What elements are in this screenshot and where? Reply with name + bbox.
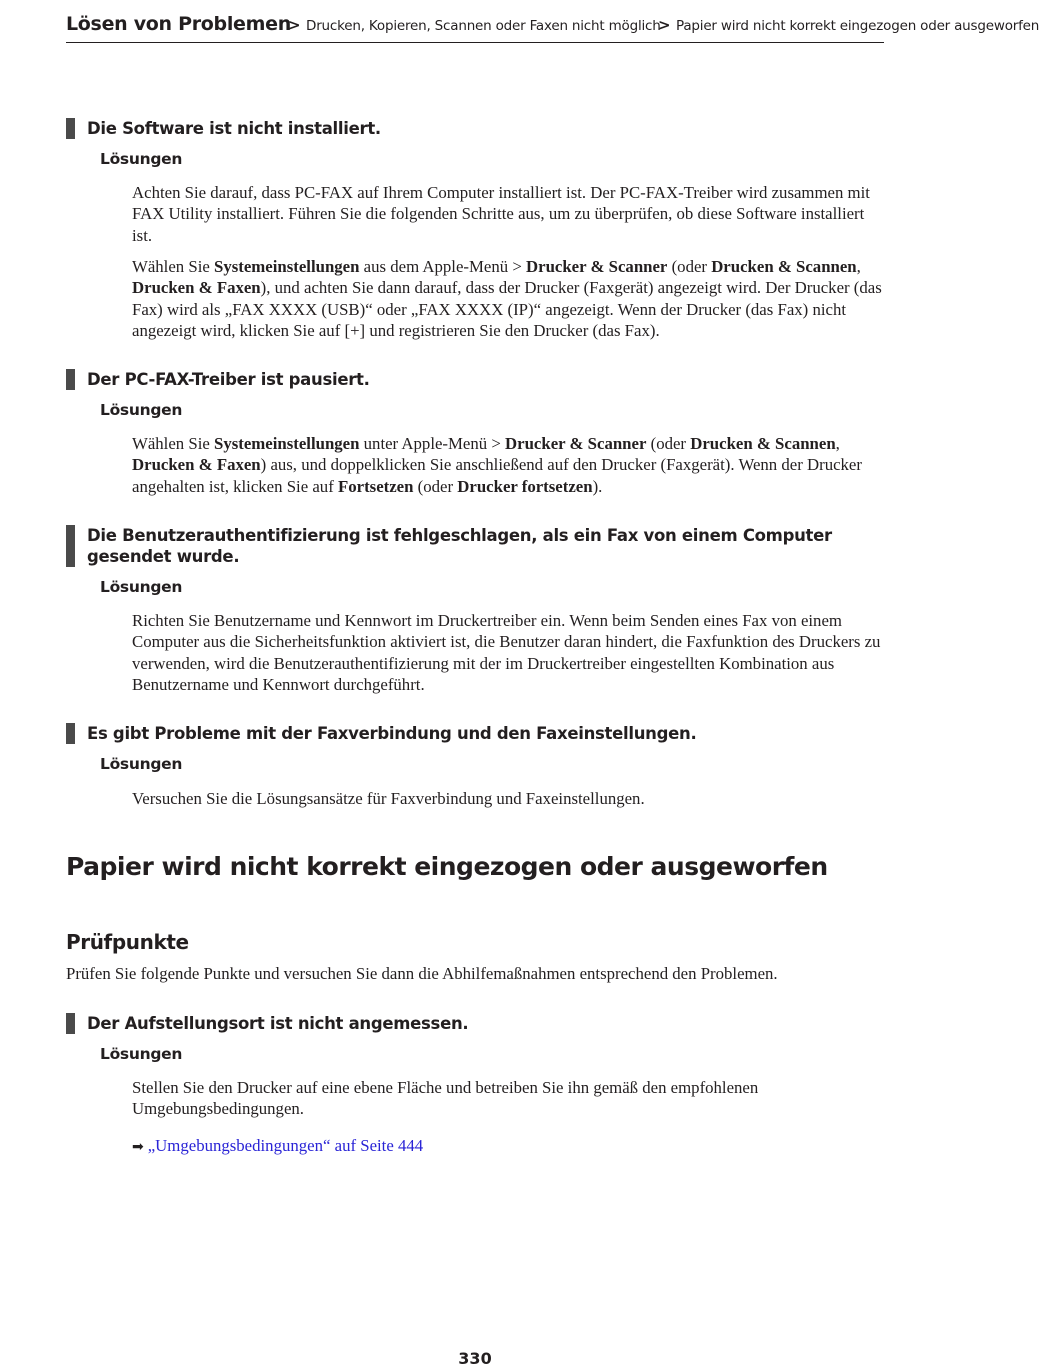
section-heading: Es gibt Probleme mit der Faxverbindung und den Faxeinstellungen. — [66, 723, 696, 744]
solutions-label: Lösungen — [100, 401, 183, 419]
intro-paragraph: Prüfen Sie folgende Punkte und versuchen Sie dann die Abhilfemaßnahmen entsprechend den Problemen. — [66, 964, 778, 983]
heading-bar — [66, 723, 75, 744]
page-title: Papier wird nicht korrekt eingezogen oder ausgeworfen — [66, 852, 828, 881]
section-heading: Der Aufstellungsort ist nicht angemessen. — [66, 1013, 468, 1034]
breadcrumb-item-3[interactable]: Papier wird nicht korrekt eingezogen oder ausgeworfen — [676, 18, 1039, 34]
breadcrumb-separator: > — [288, 16, 301, 34]
heading-bar — [66, 118, 75, 139]
heading-bar — [66, 369, 75, 390]
section-heading: Die Software ist nicht installiert. — [66, 118, 381, 139]
cross-reference-link[interactable] — [132, 1136, 423, 1156]
solutions-label: Lösungen — [100, 578, 183, 596]
sub-heading: Prüfpunkte — [66, 930, 189, 954]
paragraph: Achten Sie darauf, dass PC-FAX auf Ihrem Computer installiert ist. Der PC-FAX-Treiber wird zusammen mit FAX Utility installiert. Führen Sie die folgenden Schritte aus, um zu überprüfen, ob diese Software installiert ist. — [132, 183, 870, 245]
solutions-label: Lösungen — [100, 150, 183, 168]
section-heading: Die Benutzerauthentifizierung ist fehlgeschlagen, als ein Fax von einem Computer gesendet wurde. — [66, 525, 884, 567]
paragraph: Wählen Sie Systemeinstellungen aus dem Apple-Menü > Drucker & Scanner (oder Drucken & Scannen, Drucken & Faxen), und achten Sie dann darauf, dass der Drucker (Faxgerät) angezeigt wird. Der Drucker (das Fax) wird als „FAX XXXX (USB)“ oder „FAX XXXX (IP)“ angezeigt. Wenn der Drucker (das Fax) nicht angezeigt wird, klicken Sie auf [+] und registrieren Sie den Drucker (das Fax). — [132, 257, 882, 340]
paragraph: Richten Sie Benutzername und Kennwort im Druckertreiber ein. Wenn beim Senden eines Fax von einem Computer aus die Sicherheitsfunktion aktiviert ist, die Benutzer daran hindert, die Faxfunktion des Druckers zu verwenden, wird die Benutzerauthentifizierung mit der im Druckertreiber eingestellten Kombination aus Benutzername und Kennwort durchgeführt. — [132, 611, 881, 694]
arrow-right-icon: ➡ — [132, 1139, 144, 1155]
section-heading: Der PC-FAX-Treiber ist pausiert. — [66, 369, 370, 390]
paragraph: Stellen Sie den Drucker auf eine ebene Fläche und betreiben Sie ihn gemäß den empfohlenen Umgebungsbedingungen. — [132, 1078, 759, 1119]
link-text[interactable]: „Umgebungsbedingungen“ auf Seite 444 — [147, 1136, 424, 1155]
breadcrumb-item-2[interactable]: Drucken, Kopieren, Scannen oder Faxen nicht möglich — [306, 18, 661, 34]
solutions-label: Lösungen — [100, 755, 183, 773]
breadcrumb-item-main[interactable]: Lösen von Problemen — [66, 13, 291, 35]
heading-bar — [66, 525, 75, 567]
breadcrumb-separator: > — [658, 16, 671, 34]
page-number: 330 — [458, 1349, 492, 1368]
heading-bar — [66, 1013, 75, 1034]
paragraph: Versuchen Sie die Lösungsansätze für Faxverbindung und Faxeinstellungen. — [132, 789, 645, 808]
solutions-label: Lösungen — [100, 1045, 183, 1063]
paragraph: Wählen Sie Systemeinstellungen unter Apple-Menü > Drucker & Scanner (oder Drucken & Scannen, Drucken & Faxen) aus, und doppelklicken Sie anschließend auf den Drucker (Faxgerät). Wenn der Drucker angehalten ist, klicken Sie auf Fortsetzen (oder Drucker fortsetzen). — [132, 434, 862, 496]
breadcrumb — [66, 10, 1039, 43]
